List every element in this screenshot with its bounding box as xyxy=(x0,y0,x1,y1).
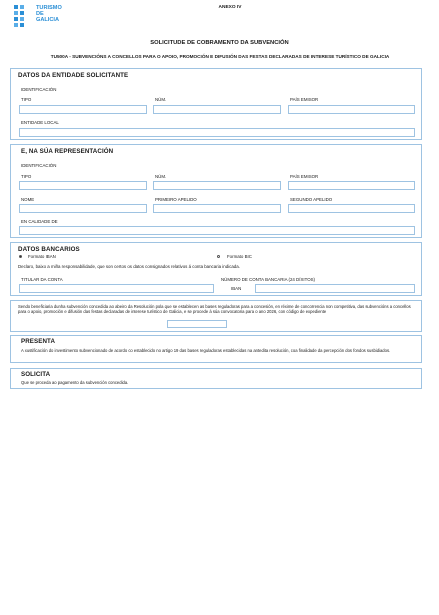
iban-radio[interactable] xyxy=(19,255,22,258)
rep-num-label: NÚM. xyxy=(155,174,167,179)
entity-num-label: NÚM. xyxy=(155,97,167,102)
bic-radio[interactable] xyxy=(217,255,220,258)
account-number-label: NÚMERO DE CONTA BANCARIA (24 DÍXITOS) xyxy=(221,277,316,282)
presenta-text: A xustificación do investimento subvencionado de acordo co establecido no artigo 19 das bases reguladoras establecidas na antedita resolución, coa finalidade da percepción dos fondos susbidiados. xyxy=(21,348,391,353)
entity-pais-field[interactable] xyxy=(288,105,415,114)
logo-text-line2: DE xyxy=(36,11,44,18)
entity-tipo-label: TIPO xyxy=(21,97,32,102)
page-title: SOLICITUDE DE COBRAMENTO DA SUBVENCIÓN xyxy=(150,40,289,46)
beneficiary-text: Sendo beneficiaria dunha subvención concedida ao abeiro da Resolución pola que se establecen as bases reguladoras para a concesión, en réxime de concorrencia non competitiva, das subvencións a concellos para o apoio, promoción e difusión das festas declaradas de interese turístico de Galicia, e se procede á súa convocatoria para o ano 2026, con código de expediente xyxy=(18,304,411,314)
section-solicita xyxy=(10,368,422,389)
presenta-title: PRESENTA xyxy=(21,338,56,345)
bank-declaration: Declaro, baixo a miña responsabilidade, que son certos os datos consignados relativos á conta bancaria indicada. xyxy=(18,264,240,269)
section-representative-title: E, NA SÚA REPRESENTACIÓN xyxy=(21,148,114,155)
rep-pais-label: PAÍS EMISOR xyxy=(290,174,319,179)
section-entity-title: DATOS DA ENTIDADE SOLICITANTE xyxy=(18,72,129,79)
section-entity xyxy=(10,68,422,140)
logo-mark-icon xyxy=(14,5,30,28)
solicita-text: Que se proceda ao pagamento da subvención concedida. xyxy=(21,380,129,385)
entity-local-field[interactable] xyxy=(19,128,415,137)
iban-prefix-label: IBAN xyxy=(231,286,242,291)
annex-label: ANEXO IV xyxy=(218,5,242,10)
rep-calidade-field[interactable] xyxy=(19,226,415,235)
section-bank xyxy=(10,242,422,296)
account-holder-label: TITULAR DA CONTA xyxy=(21,277,63,282)
logo xyxy=(14,5,74,29)
rep-primeiro-apelido-label: PRIMEIRO APELIDO xyxy=(155,197,197,202)
section-beneficiary xyxy=(10,300,422,332)
solicita-title: SOLICITA xyxy=(21,371,51,378)
rep-segundo-apelido-field[interactable] xyxy=(288,204,415,213)
rep-tipo-label: TIPO xyxy=(21,174,32,179)
entity-tipo-field[interactable] xyxy=(19,105,147,114)
entity-num-field[interactable] xyxy=(153,105,281,114)
entity-pais-label: PAÍS EMISOR xyxy=(290,97,319,102)
section-presenta xyxy=(10,335,422,363)
entity-local-label: ENTIDADE LOCAL xyxy=(21,120,59,125)
logo-text-line1: TURISMO xyxy=(36,5,62,11)
rep-calidade-label: EN CALIDADE DE xyxy=(21,219,58,224)
rep-num-field[interactable] xyxy=(153,181,281,190)
section-bank-title: DATOS BANCARIOS xyxy=(18,246,80,253)
rep-primeiro-apelido-field[interactable] xyxy=(153,204,281,213)
entity-identification-label: IDENTIFICACIÓN xyxy=(21,87,57,92)
rep-identification-label: IDENTIFICACIÓN xyxy=(21,163,57,168)
page-subtitle: TU500A - SUBVENCIÓNS A CONCELLOS PARA O APOIO, PROMOCIÓN E DIFUSIÓN DAS FESTAS DECLARADAS DE INTERESE TURÍSTICO DE GALICIA xyxy=(50,54,390,59)
bic-option-label: Formato BIC xyxy=(227,254,252,259)
section-representative xyxy=(10,144,422,238)
rep-nome-field[interactable] xyxy=(19,204,147,213)
account-holder-field[interactable] xyxy=(19,284,214,293)
rep-nome-label: NOME xyxy=(21,197,35,202)
rep-pais-field[interactable] xyxy=(288,181,415,190)
expedient-code-field[interactable] xyxy=(167,320,227,328)
iban-option-label: Formato IBAN xyxy=(28,254,56,259)
logo-text-line3: GALICIA xyxy=(36,17,59,24)
rep-tipo-field[interactable] xyxy=(19,181,147,190)
rep-segundo-apelido-label: SEGUNDO APELIDO xyxy=(290,197,333,202)
account-number-field[interactable] xyxy=(255,284,415,293)
